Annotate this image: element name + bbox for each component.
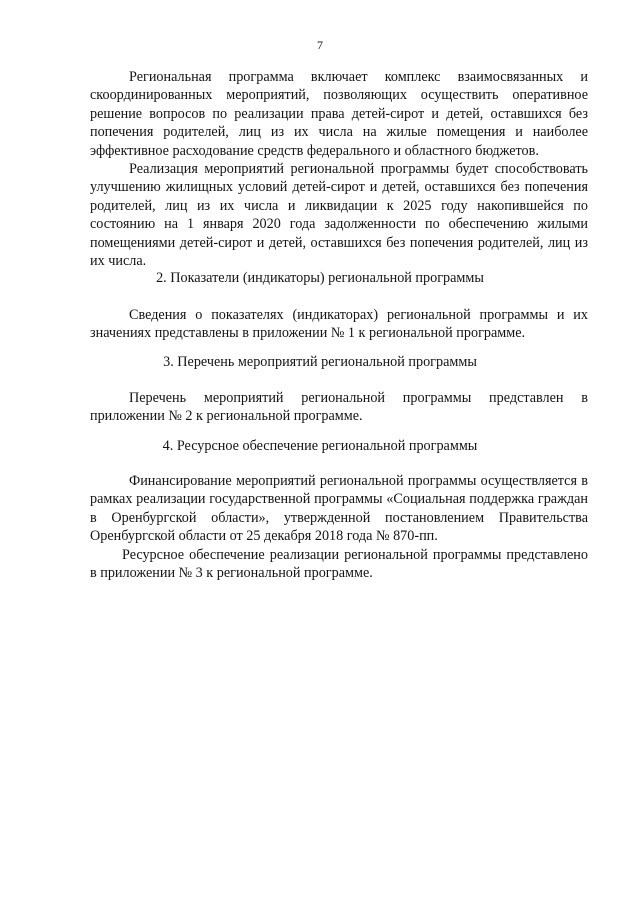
section-4-heading: 4. Ресурсное обеспечение региональной программы bbox=[162, 438, 478, 454]
page-number: 7 bbox=[317, 38, 323, 52]
section-4-paragraph-2: Ресурсное обеспечение реализации региональной программы представлено в приложении № 3 к региональной программе. bbox=[90, 546, 588, 582]
section-2-paragraph-1: Сведения о показателях (индикаторах) региональной программы и их значениях представлены в приложении № 1 к региональной программе. bbox=[90, 307, 588, 342]
intro-paragraph-2: Реализация мероприятий региональной программы будет способствовать улучшению жилищных условий детей-сирот и детей, оставшихся без попечения родителей, лиц из их числа и ликвидации к 2025 году накопившейся по состоянию на 1 января 2020 года задолженности по обеспечению жилыми помещениями детей-сирот и детей, оставшихся без попечения родителей, лиц из их числа. bbox=[90, 161, 588, 270]
section-2-body bbox=[90, 306, 588, 343]
section-2-heading: 2. Показатели (индикаторы) региональной программы bbox=[156, 270, 484, 286]
section-3-body bbox=[90, 389, 588, 426]
intro-paragraph-1: Региональная программа включает комплекс взаимосвязанных и скоординированных мероприятий, позволяющих осуществить оперативное решение вопросов по реализации права детей-сирот и детей, оставшихся без попечения родителей, лиц из их числа на жилые помещения и наиболее эффективное расходование средств федерального и областного бюджетов. bbox=[90, 69, 588, 159]
section-4-paragraph-1: Финансирование мероприятий региональной программы осуществляется в рамках реализации государственной программы «Социальная поддержка граждан в Оренбургской области», утвержденной постановлением Правительства Оренбургской области от 25 декабря 2018 года № 870-пп. bbox=[90, 473, 588, 545]
section-4-body bbox=[90, 472, 588, 582]
section-3-heading: 3. Перечень мероприятий региональной программы bbox=[163, 354, 477, 370]
section-3-paragraph-1: Перечень мероприятий региональной программы представлен в приложении № 2 к региональной программе. bbox=[90, 390, 588, 425]
intro-section bbox=[90, 68, 588, 270]
